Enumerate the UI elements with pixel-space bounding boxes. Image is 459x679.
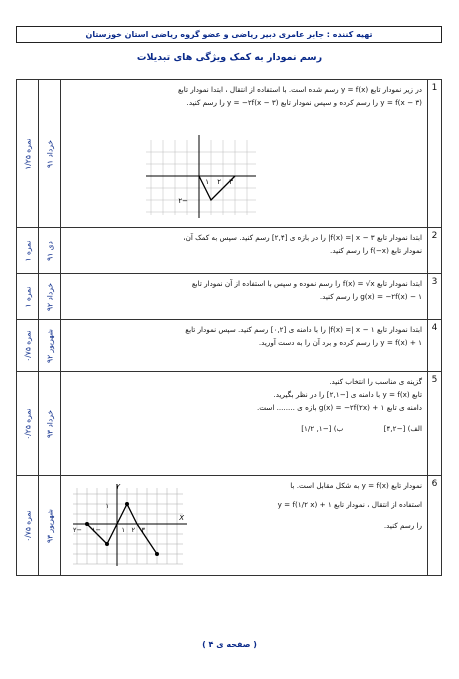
score-label: ۰/۷۵ نمره [23,329,32,362]
option-a[interactable]: الف) [−۴,۲] [383,424,422,433]
score-cell [17,320,39,372]
question-line: g(x) = −۲f(x) − ۱ را رسم کنید. [319,292,422,301]
answer-options [66,422,422,435]
question-row [17,228,442,274]
axis-label: Y [115,483,120,491]
graph-point [125,502,129,506]
question-text-cell [61,228,428,274]
date-cell [39,372,61,476]
date-cell [39,274,61,320]
score-cell [17,80,39,228]
question-number: 5 [428,372,442,476]
date-label: خرداد ۹۳ [45,409,54,438]
tick-label: ۱ [105,502,109,510]
tick-label: −۲ [178,197,188,205]
question-line: را رسم کنید. [383,521,422,530]
question-line: نمودار تابع y = f(x) به شکل مقابل است. با [290,481,422,490]
question-line: در زیر نمودار تابع y = f(x) رسم شده است. با استفاده از انتقال ، ابتدا نمودار تابع [177,85,422,94]
axis-label: X [179,514,184,522]
date-label: دی ۹۱ [45,240,54,261]
question-line: تابع y = f(x) با دامنه ی [−۲,۱] را در نظر بگیرید. [273,390,422,399]
question-line: ابتدا نمودار تابع f(x) =| x − ۳| را در بازه ی [۲,۴] رسم کنید. سپس به کمک آن، [183,233,422,242]
questions-table [16,79,442,576]
question-text-cell [61,372,428,476]
date-label: خرداد ۹۲ [45,282,54,311]
score-cell [17,228,39,274]
question-text-cell [61,80,428,228]
date-cell [39,80,61,228]
question-row [17,80,442,228]
date-label: شهریور ۹۲ [45,328,54,363]
question-number: 2 [428,228,442,274]
tick-label: −۲ [73,526,82,534]
question-line: گزینه ی مناسب را انتخاب کنید. [329,377,422,386]
score-cell [17,372,39,476]
question-line: نمودار تابع f(−x) را رسم کنید. [330,246,422,255]
date-cell [39,476,61,576]
tick-label: ۲ [131,526,135,534]
graph-grid [146,140,256,215]
question-text-cell [61,476,428,576]
question-number: 4 [428,320,442,372]
date-cell [39,228,61,274]
score-label: ۱ نمره [23,240,32,261]
score-label: ۰/۲۵ نمره [23,407,32,440]
question-row [17,274,442,320]
function-graph-q1 [141,130,261,220]
page-title: رسم نمودار به کمک ویژگی های تبدیلات [136,52,323,63]
question-text-cell [61,320,428,372]
score-label: ۱ نمره [23,286,32,307]
date-label: شهریور ۹۳ [45,508,54,543]
date-label: خرداد ۹۱ [45,139,54,168]
graph-point [85,522,89,526]
question-line: ابتدا نمودار تابع f(x) = √x را رسم نموده و سپس با استفاده از آن نمودار تابع [191,279,422,288]
question-line: دامنه ی تابع g(x) = −۲f(۲x) + ۱ بازه ی ........ است. [256,403,422,412]
author-header: تهیه کننده : جابر عامری دبیر ریاضی و عضو گروه ریاضی استان خوزستان [16,26,442,43]
question-line: ابتدا نمودار تابع f(x) =| x − ۱| را با دامنه ی [۰,۲] رسم کنید. سپس نمودار تابع [185,325,422,334]
question-line: y = f(x − ۳) را رسم کرده و سپس نمودار تابع y = −۲f(x − ۳) را رسم کنید. [186,98,422,107]
tick-label: ۳ [141,526,145,534]
question-number: 1 [428,80,442,228]
question-text-cell [61,274,428,320]
score-label: ۱/۲۵ نمره [23,137,32,170]
tick-label: ۱ [205,178,209,186]
tick-label: ۱ [121,526,125,534]
score-cell [17,274,39,320]
function-graph-q6 [69,480,194,568]
page-number: ( صفحه ی ۴ ) [202,640,257,649]
question-line: y = f(x) + ۱ را رسم کرده و برد آن را به دست آورید. [258,338,422,347]
date-cell [39,320,61,372]
question-row [17,372,442,476]
question-row [17,476,442,576]
tick-label: −۱ [92,526,101,534]
question-number: 6 [428,476,442,576]
question-row [17,320,442,372]
question-number: 3 [428,274,442,320]
tick-label: ۳ [229,178,233,186]
score-label: ۰/۷۵ نمره [23,509,32,542]
graph-point [105,542,109,546]
tick-label: ۲ [217,178,221,186]
option-b[interactable]: ب) [−۱, ۱/۲] [301,424,344,433]
score-cell [17,476,39,576]
graph-point [155,552,159,556]
question-line: استفاده از انتقال ، نمودار تابع y = f(۱/۲ x) + ۱ [277,500,422,509]
